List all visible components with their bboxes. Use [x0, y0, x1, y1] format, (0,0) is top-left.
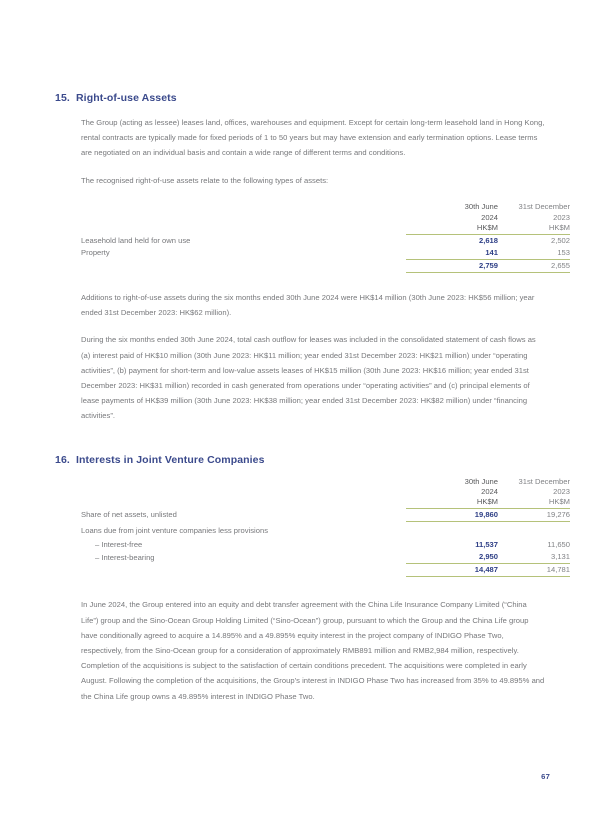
row-label: Leasehold land held for own use: [81, 235, 191, 245]
table-row: [81, 508, 570, 521]
row-label: – Interest-bearing: [95, 552, 155, 562]
total-value-prior: 14,781: [498, 564, 570, 577]
header-blank: [81, 477, 406, 509]
header-current-period: 30th June 2024 HK$M: [464, 202, 498, 233]
row-value-current: [406, 521, 498, 539]
total-value-current: 14,487: [406, 564, 498, 577]
section-15-body: [81, 115, 546, 188]
paragraph-additions: Additions to right-of-use assets during the six months ended 30th June 2024 were HK$14 million (30th June 2023: HK$56 million; year ended 31st December 2023: HK$62 million).: [81, 292, 535, 317]
section-heading-15: [55, 92, 550, 104]
header-current-period: 30th June 2024 HK$M: [464, 476, 498, 507]
section-number: 15.: [55, 92, 70, 104]
table-total-row: [81, 564, 570, 577]
paragraph-lease-intro: The Group (acting as lessee) leases land, offices, warehouses and equipment. Except for certain long-term leasehold land in Hong Kong, rental contracts are typically made for fixed periods of 1 to 50 years but may have extension and early termination options. Lease terms are negotiated on an individual basis and contain a wide range of different terms and conditions.: [81, 118, 545, 158]
row-value-current: 11,537: [475, 540, 498, 550]
row-value-prior: 19,276: [498, 508, 570, 521]
section-number: 16.: [55, 453, 70, 466]
row-label: Share of net assets, unlisted: [81, 510, 177, 520]
row-value-current: 2,618: [406, 234, 498, 247]
section-16-notes: [81, 597, 546, 703]
section-title: Interests in Joint Venture Companies: [76, 453, 265, 466]
row-value-current: 141: [406, 247, 498, 260]
table-row: [81, 539, 570, 551]
table-header-row: [81, 202, 570, 234]
row-value-prior: [498, 521, 570, 539]
section-heading-16: [55, 454, 550, 466]
total-label: [81, 564, 406, 577]
table-total-row: [81, 259, 570, 272]
section-right-of-use-assets: [55, 92, 570, 424]
row-value-current: 2,950: [406, 551, 498, 564]
page-number: 67: [541, 772, 550, 781]
row-label: – Interest-free: [95, 540, 143, 550]
row-value-prior: 11,650: [547, 540, 570, 550]
section-title: Right-of-use Assets: [76, 92, 177, 104]
header-blank: [81, 202, 406, 234]
total-value-current: 2,759: [406, 259, 498, 272]
row-label: Property: [81, 248, 110, 258]
table-row: [81, 247, 570, 260]
paragraph-indigo-acquisition: In June 2024, the Group entered into an equity and debt transfer agreement with the China Life Insurance Company Limited (“China Life”) group and the Sino-Ocean Group Holding Limited (“Sino-Ocean”) group, pursuant to which the Group and the China Life group have conditionally agreed to acquire a 14.895% and a 49.895% equity interest in the project company of INDIGO Phase Two, respectively, from the Sino-Ocean group for a consideration of approximately RMB891 million and RMB2,984 million, respectively. Completion of the acquisitions is subject to the satisfaction of certain conditions precedent. The acquisitions were completed in early August. Following the completion of the acquisitions, the Group’s interest in INDIGO Phase Two has increased from 35% to 49.895% and the China Life group owns a 49.895% interest in INDIGO Phase Two.: [81, 600, 545, 701]
table-row: [81, 551, 570, 564]
joint-venture-interests-table: [81, 477, 570, 578]
header-prior-period: 31st December 2023 HK$M: [518, 476, 570, 507]
right-of-use-assets-table: [81, 202, 570, 272]
row-value-current: 19,860: [406, 508, 498, 521]
row-value-prior: 3,131: [498, 551, 570, 564]
total-label: [81, 259, 406, 272]
section-interests-in-joint-venture-companies: [55, 453, 570, 704]
paragraph-cash-outflow: During the six months ended 30th June 2024, total cash outflow for leases was included in the consolidated statement of cash flows as (a) interest paid of HK$10 million (30th June 2023: HK$11 million; year ended 31st December 2023: HK$21 million) under “operating activities”, (b) payment for short-term and low-value assets leases of HK$15 million (30th June 2023: HK$16 million; year ended 31st December 2023: HK$31 million) recorded in cash generated from operations under “operating activities” and (c) principal elements of lease payments of HK$39 million (30th June 2023: HK$38 million; year ended 31st December 2023: HK$82 million) under “financing activities”.: [81, 335, 536, 421]
total-value-prior: 2,655: [498, 259, 570, 272]
section-15-notes: [81, 290, 546, 424]
table-row: [81, 234, 570, 247]
row-value-prior: 2,502: [498, 234, 570, 247]
table-row: [81, 521, 570, 539]
row-value-prior: 153: [498, 247, 570, 260]
table-header-row: [81, 477, 570, 509]
paragraph-table-lead: The recognised right-of-use assets relate to the following types of assets:: [81, 176, 329, 186]
header-prior-period: 31st December 2023 HK$M: [518, 202, 570, 233]
row-label: Loans due from joint venture companies less provisions: [81, 526, 268, 536]
